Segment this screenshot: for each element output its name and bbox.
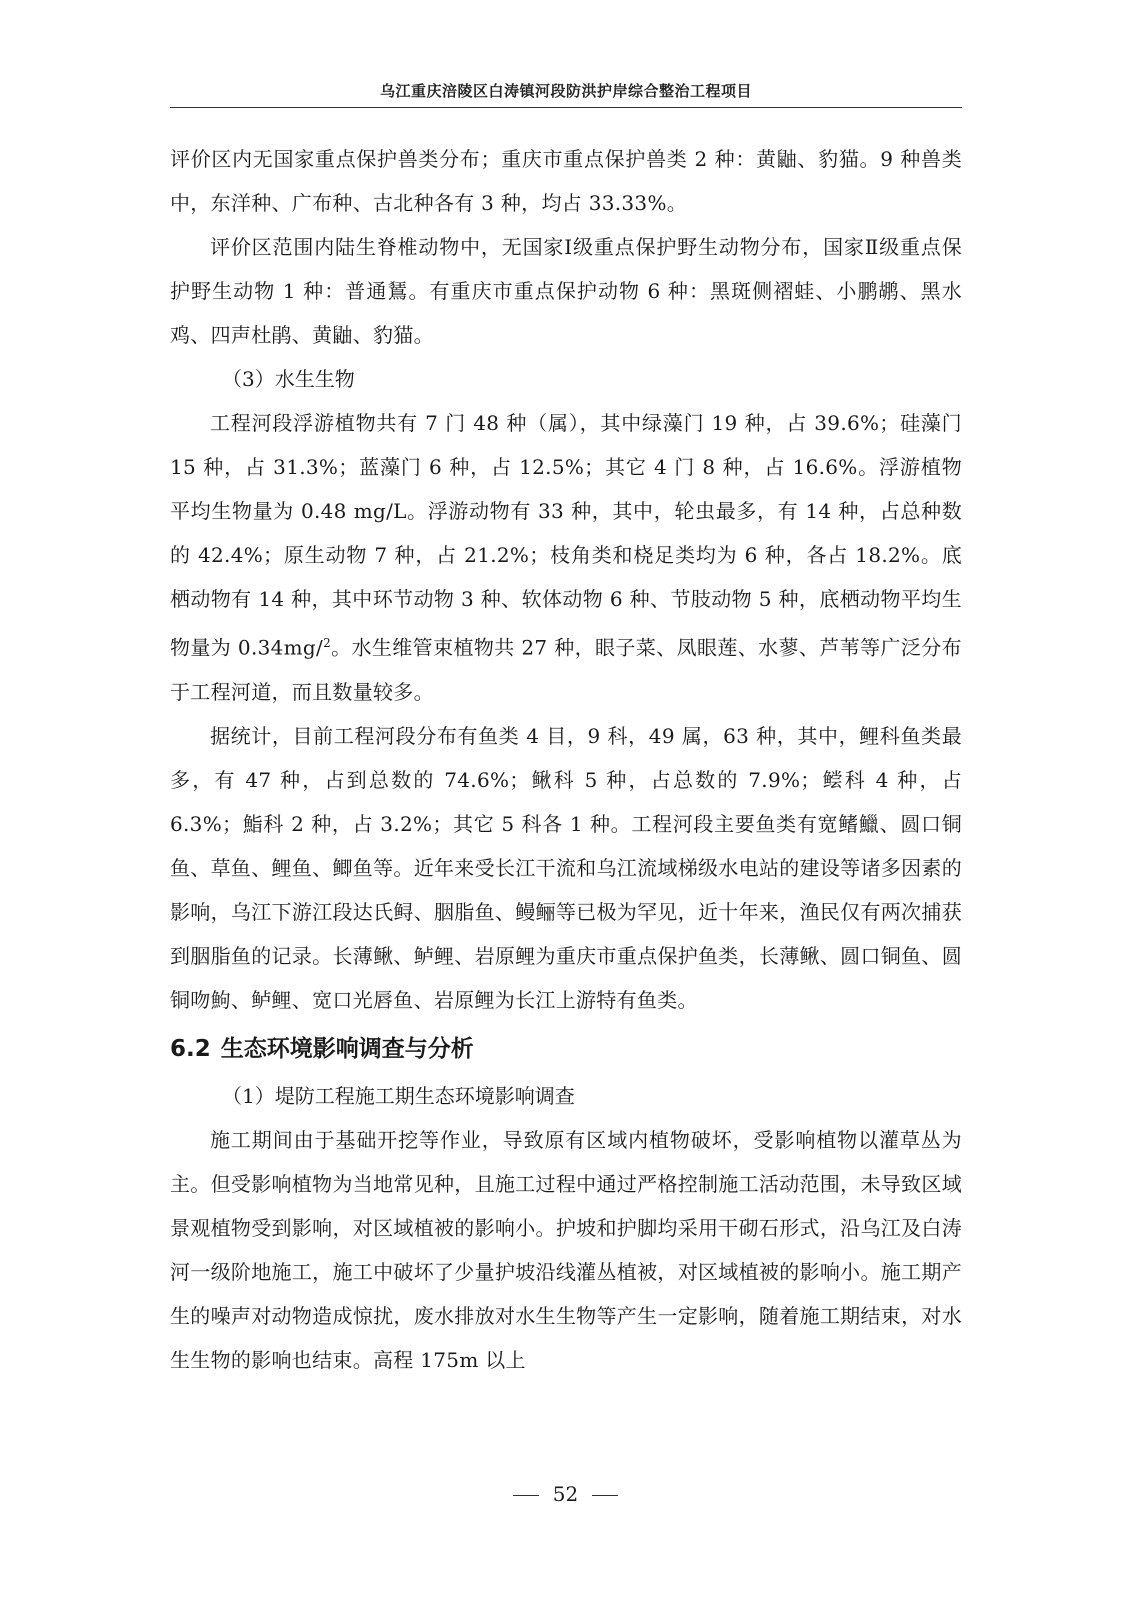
paragraph-plankton-tail: 。水生维管束植物共 27 种，眼子菜、凤眼莲、水蓼、芦苇等广泛分布于工程河道，而且数量较多。 — [170, 635, 962, 704]
subheading-construction: （1）堤防工程施工期生态环境影响调查 — [222, 1083, 575, 1108]
page-footer — [0, 1482, 1131, 1506]
footer-dash-left — [513, 1495, 539, 1496]
section-title: 生态环境影响调查与分析 — [220, 1035, 474, 1062]
paragraph-mammals: 评价区内无国家重点保护兽类分布；重庆市重点保护兽类 2 种：黄鼬、豹猫。9 种兽类中，东洋种、广布种、古北种各有 3 种，均占 33.33%。 — [170, 147, 962, 215]
paragraph-fish: 据统计，目前工程河段分布有鱼类 4 目，9 科，49 属，63 种，其中，鲤科鱼类最多，有 47 种，占到总数的 74.6%；鳅科 5 种，占总数的 7.9%；鲿科 4 种，占 6.3%；鮨科 2 种，占 3.2%；其它 5 科各 1 种。工程河段主要鱼类有宽鳍鱲、圆口铜鱼、草鱼、鲤鱼、鲫鱼等。近年来受长江干流和乌江流域梯级水电站的建设等诸多因素的影响，乌江下游江段达氏鲟、胭脂鱼、鳗鲡等已极为罕见，近十年来，渔民仅有两次捕获到胭脂鱼的记录。长薄鳅、鲈鲤、岩原鲤为重庆市重点保护鱼类，长薄鳅、圆口铜鱼、圆铜吻鮈、鲈鲤、宽口光唇鱼、岩原鲤为长江上游特有鱼类。 — [170, 723, 962, 1012]
body-text — [170, 137, 962, 1382]
subheading-aquatic: （3）水生生物 — [222, 367, 355, 391]
section-heading — [170, 1024, 962, 1074]
header-divider — [170, 107, 962, 108]
running-header: 乌江重庆涪陵区白涛镇河段防洪护岸综合整治工程项目 — [379, 82, 752, 100]
paragraph-protected-animals: 评价区范围内陆生脊椎动物中，无国家Ⅰ级重点保护野生动物分布，国家Ⅱ级重点保护野生动物 1 种：普通鵟。有重庆市重点保护动物 6 种：黑斑侧褶蛙、小鹏鹕、黑水鸡、四声杜鹃、黄鼬、豹猫。 — [170, 235, 962, 347]
paragraph-plankton-text: 工程河段浮游植物共有 7 门 48 种（属），其中绿藻门 19 种，占 39.6%；硅藻门 15 种，占 31.3%；蓝藻门 6 种，占 12.5%；其它 4 门 8 种，占 16.6%。浮游植物平均生物量为 0.48 mg/L。浮游动物有 33 种，其中，轮虫最多，有 14 种，占总种数的 42.4%；原生动物 7 种，占 21.2%；枝角类和桡足类均为 6 种，各占 18.2%。底栖动物有 14 种，其中环节动物 3 种、软体动物 6 种、节肢动物 5 种，底栖动物平均生物量为 0.34mg/ — [170, 411, 962, 660]
page-number: 52 — [552, 1482, 579, 1506]
superscript-2: 2 — [323, 636, 332, 650]
footer-dash-right — [592, 1495, 618, 1496]
section-number: 6.2 — [170, 1035, 211, 1062]
paragraph-construction-impact: 施工期间由于基础开挖等作业，导致原有区域内植物破坏，受影响植物以灌草丛为主。但受影响植物为当地常见种，且施工过程中通过严格控制施工活动范围，未导致区域景观植物受到影响，对区域植被的影响小。护坡和护脚均采用干砌石形式，沿乌江及白涛河一级阶地施工，施工中破坏了少量护坡沿线灌丛植被，对区域植被的影响小。施工期产生的噪声对动物造成惊扰，废水排放对水生生物等产生一定影响，随着施工期结束，对水生生物的影响也结束。高程 175m 以上 — [170, 1127, 962, 1372]
paragraph-plankton — [170, 401, 962, 714]
